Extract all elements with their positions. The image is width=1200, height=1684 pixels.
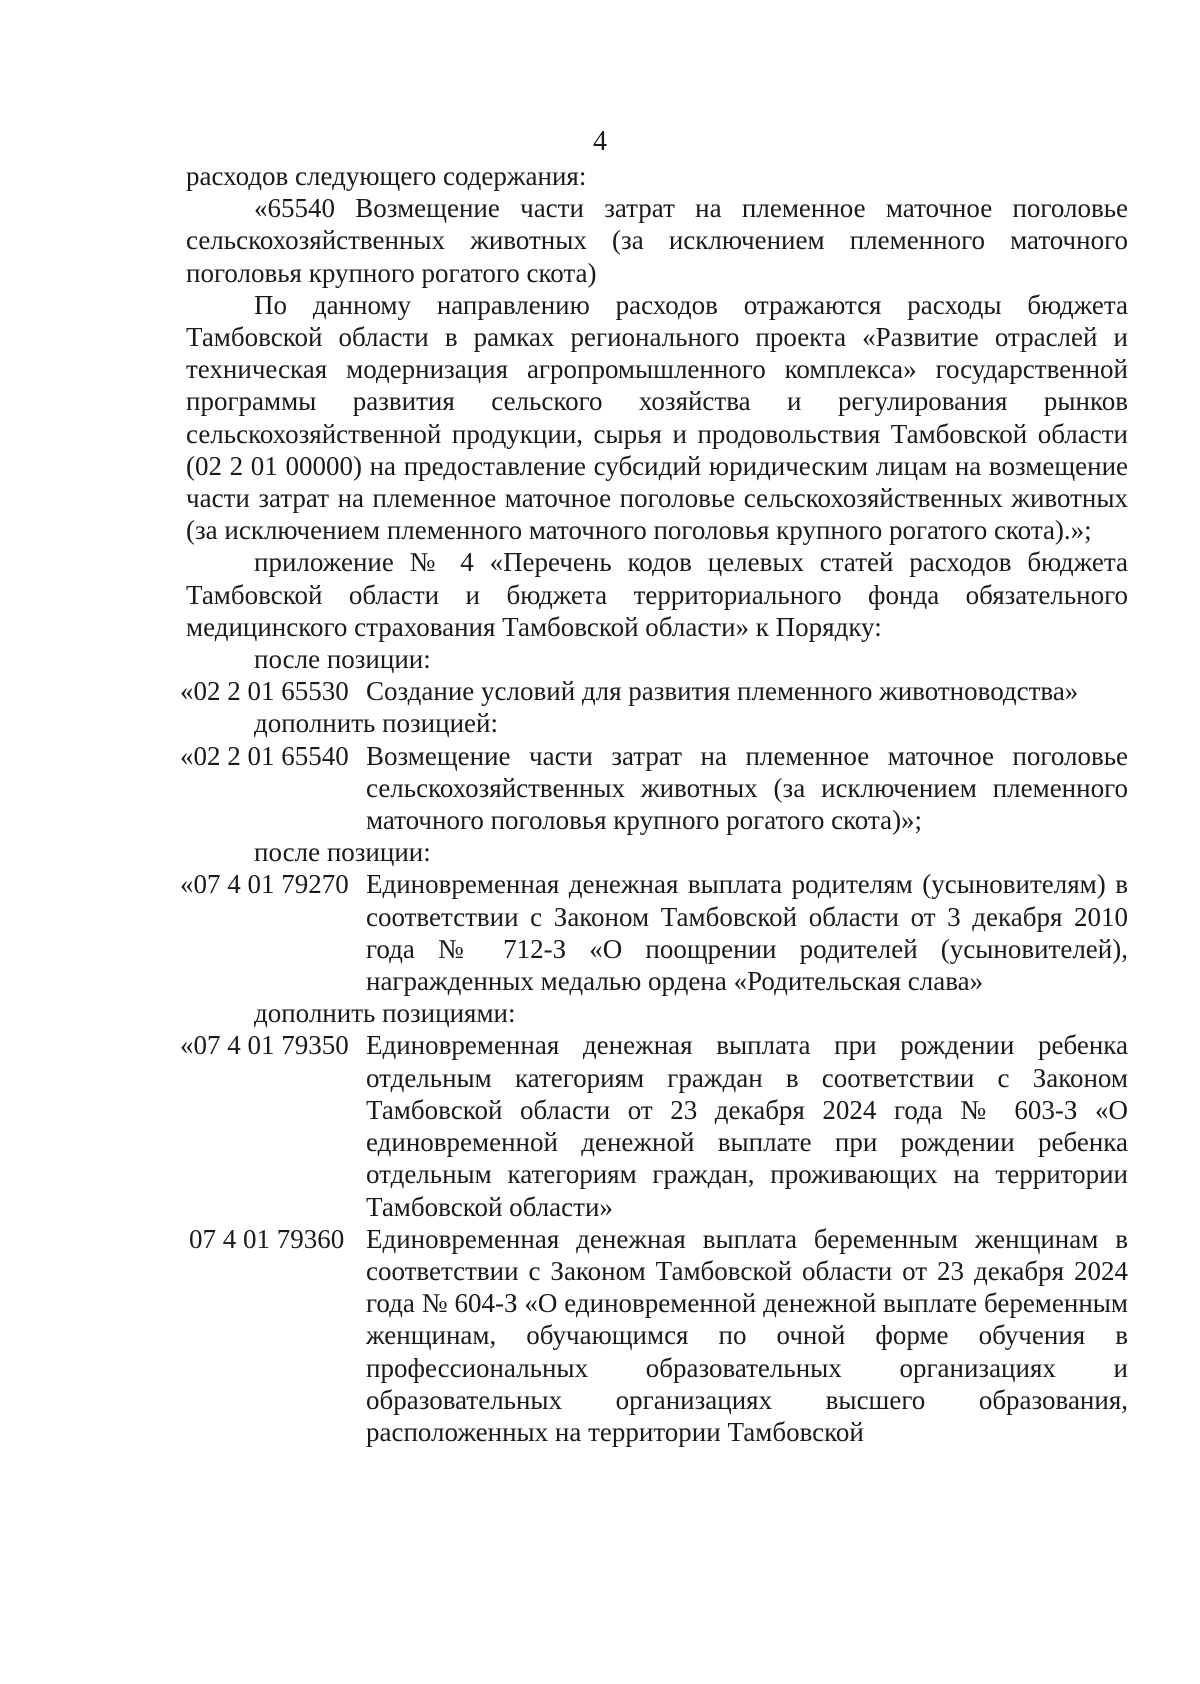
code-entry-4	[180, 1029, 1128, 1222]
code-entry-2	[180, 740, 1128, 837]
document-body	[180, 160, 1128, 1448]
entry-code: «07 4 01 79270	[180, 869, 349, 900]
paragraph-after-position-2: после позиции:	[254, 837, 431, 868]
paragraph-add-positions: дополнить позициями:	[254, 998, 516, 1029]
paragraph-add-position: дополнить позицией:	[254, 708, 498, 739]
entry-code: «02 2 01 65540	[180, 740, 349, 771]
paragraph-appendix-4: приложение № 4 «Перечень кодов целевых статей расходов бюджета Тамбовской области и бюджета территориального фонда обязательного медицинского страхования Тамбовской области» к Порядку:	[186, 547, 1128, 642]
entry-text: Единовременная денежная выплата родителям (усыновителям) в соответствии с Законом Тамбовской области от 3 декабря 2010 года № 712-З «О поощрении родителей (усыновителей), награжденных медалью ордена «Родительская слава»	[366, 869, 1128, 997]
entry-text: Возмещение части затрат на племенное маточное поголовье сельскохозяйственных животных (за исключением племенного маточного поголовья крупного рогатого скота)»;	[366, 740, 1128, 836]
entry-text: Создание условий для развития племенного животноводства»	[366, 676, 1079, 707]
entry-code: «02 2 01 65530	[180, 676, 349, 707]
paragraph-code-65540: «65540 Возмещение части затрат на племенное маточное поголовье сельскохозяйственных животных (за исключением племенного маточного поголовья крупного рогатого скота)	[186, 193, 1128, 288]
paragraph-after-position-1: после позиции:	[254, 644, 431, 675]
paragraph-description: По данному направлению расходов отражаются расходы бюджета Тамбовской области в рамках регионального проекта «Развитие отраслей и техническая модернизация агропромышленного комплекса» государственной программы развития сельского хозяйства и регулирования рынков сельскохозяйственной продукции, сырья и продовольствия Тамбовской области (02 2 01 00000) на предоставление субсидий юридическим лицам на возмещение части затрат на племенное маточное поголовье сельскохозяйственных животных (за исключением племенного маточного поголовья крупного рогатого скота).»;	[186, 289, 1128, 546]
code-entry-1	[180, 675, 1128, 707]
paragraph-continuation: расходов следующего содержания:	[186, 161, 587, 191]
page-number: 4	[593, 126, 607, 157]
code-entry-5	[186, 1223, 1128, 1448]
entry-code: 07 4 01 79360	[189, 1223, 345, 1254]
entry-code: «07 4 01 79350	[180, 1030, 349, 1061]
code-entry-3	[180, 868, 1128, 997]
entry-text: Единовременная денежная выплата при рождении ребенка отдельным категориям граждан в соответствии с Законом Тамбовской области от 23 декабря 2024 года № 603-З «О единовременной денежной выплате при рождении ребенка отдельным категориям граждан, проживающих на территории Тамбовской области»	[366, 1030, 1128, 1222]
entry-text: Единовременная денежная выплата беременным женщинам в соответствии с Законом Тамбовской области от 23 декабря 2024 года № 604-З «О единовременной денежной выплате беременным женщинам, обучающимся по очной форме обучения в профессиональных образовательных организациях и образовательных организациях высшего образования, расположенных на территории Тамбовской	[366, 1223, 1128, 1447]
